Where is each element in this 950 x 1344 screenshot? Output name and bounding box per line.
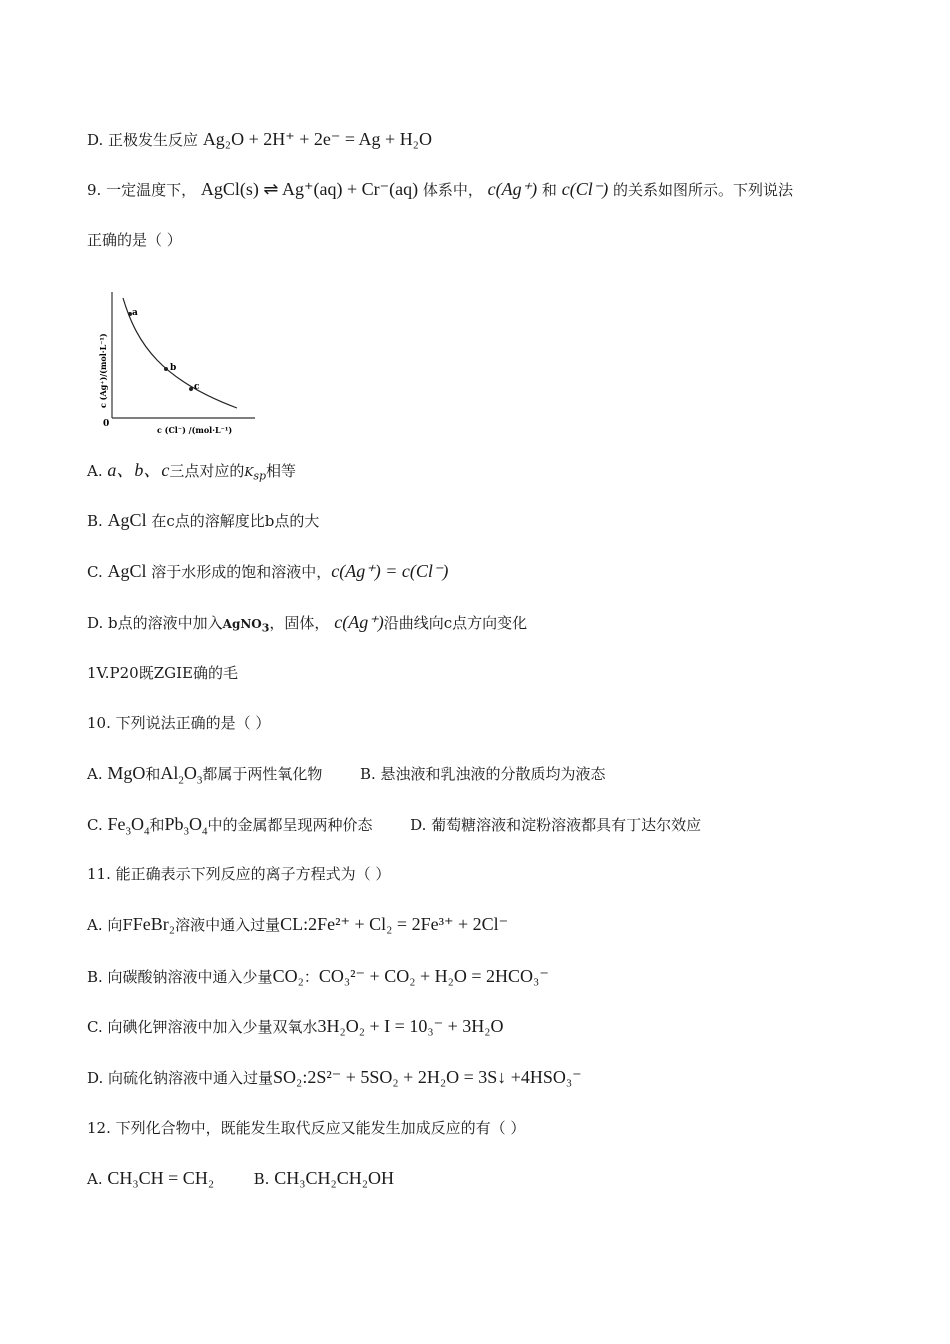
al2o3-formula: $Al_2O_3$ bbox=[160, 763, 203, 787]
q8-option-d: D. 正极发生反应 Ag₂O + 2H⁺ + 2e⁻ = Ag + H₂O bbox=[87, 129, 432, 149]
ksp-symbol: $K_{sp}$ bbox=[244, 465, 267, 483]
point-b bbox=[164, 367, 168, 371]
q11-option-a: A. 向FFeBr₂溶液中通入过量CL:2Fe²⁺ + Cl₂ = 2Fe³⁺ + 2Cl⁻ bbox=[87, 914, 509, 934]
fe3o4-formula: $Fe_3O_4$ bbox=[107, 814, 150, 838]
q12-stem: 12. 下列化合物中，既能发生取代反应又能发生加成反应的有（ ） bbox=[87, 1119, 526, 1137]
label-b: b bbox=[170, 363, 177, 373]
q8-d-equation: Ag₂O + 2H⁺ + 2e⁻ = Ag + H₂O bbox=[202, 129, 432, 149]
point-c bbox=[189, 387, 193, 391]
q9-option-b: B. AgCl 在c点的溶解度比b点的大 bbox=[87, 510, 320, 530]
q10-option-d: D. 葡萄糖溶液和淀粉溶液都具有丁达尔效应 bbox=[410, 816, 702, 834]
x-axis-label: c (Cl⁻) /(mol·L⁻¹) bbox=[157, 425, 233, 435]
q10-options-cd: C. $Fe_3O_4$和$Pb_3O_4$中的金属都呈现两种价态 D. 葡萄糖溶液和淀粉溶液都具有丁达尔效应 bbox=[87, 814, 702, 838]
q9-equilibrium-equation: AgCl(s) ⇌ Ag⁺(aq) + Cr⁻(aq) bbox=[200, 179, 419, 199]
q9-c-ag: c(Ag⁺) bbox=[487, 179, 538, 199]
q9-stem-cont: 正确的是（ ） bbox=[87, 231, 182, 249]
q11-option-c: C. 向碘化钾溶液中加入少量双氧水3H₂O₂ + I = 10₃⁻ + 3H₂O bbox=[87, 1016, 504, 1036]
q9-option-d: D. b点的溶液中加入AgNO$_3$，固体， c(Ag⁺)沿曲线向c点方向变化 bbox=[87, 612, 528, 635]
q9-c-equation: c(Ag⁺) = c(Cl⁻) bbox=[331, 561, 449, 581]
garbled-line: 1V.P20既ZGIE确的毛 bbox=[87, 664, 238, 682]
label-c: c bbox=[194, 382, 200, 392]
q10-options-ab: A. MgO和$Al_2O_3$都属于两性氧化物 B. 悬浊液和乳浊液的分散质均为液态 bbox=[87, 763, 606, 787]
label-a: a bbox=[132, 308, 138, 318]
origin-label: 0 bbox=[103, 419, 110, 429]
q9-graph bbox=[97, 290, 257, 440]
q9-graph-svg bbox=[97, 290, 257, 440]
q9-option-c: C. AgCl 溶于水形成的饱和溶液中，c(Ag⁺) = c(Cl⁻) bbox=[87, 561, 449, 581]
q12-a-formula: CH₃CH = CH₂ bbox=[107, 1168, 215, 1188]
q10-stem: 10. 下列说法正确的是（ ） bbox=[87, 714, 271, 732]
pb3o4-formula: $Pb_3O_4$ bbox=[164, 814, 208, 838]
solubility-curve bbox=[123, 298, 237, 408]
q10-option-b: B. 悬浊液和乳浊液的分散质均为液态 bbox=[359, 765, 606, 783]
q11-option-d: D. 向硫化钠溶液中通入过量SO₂:2S²⁻ + 5SO₂ + 2H₂O = 3S↓ +4HSO₃⁻ bbox=[87, 1067, 582, 1087]
q11-stem: 11. 能正确表示下列反应的离子方程式为（ ） bbox=[87, 865, 391, 883]
agno3-formula: AgNO$_3$ bbox=[222, 617, 270, 635]
q11-option-b: B. 向碳酸钠溶液中通入少量CO₂：CO₃²⁻ + CO₂ + H₂O = 2HCO₃⁻ bbox=[87, 966, 549, 986]
q9-option-a: A. a、b、c三点对应的$K_{sp}$相等 bbox=[87, 460, 297, 483]
q9-stem: 9. 一定温度下， AgCl(s) ⇌ Ag⁺(aq) + Cr⁻(aq) 体系中， c(Ag⁺) 和 c(Cl⁻) 的关系如图所示。下列说法 bbox=[87, 179, 794, 199]
q12-b-formula: CH₃CH₂CH₂OH bbox=[274, 1168, 395, 1188]
q12-options-ab: A. CH₃CH = CH₂ B. CH₃CH₂CH₂OH bbox=[87, 1168, 395, 1188]
q9-c-cl: c(Cl⁻) bbox=[561, 179, 609, 199]
y-axis-label: c (Ag⁺)/(mol·L⁻¹) bbox=[98, 333, 108, 408]
